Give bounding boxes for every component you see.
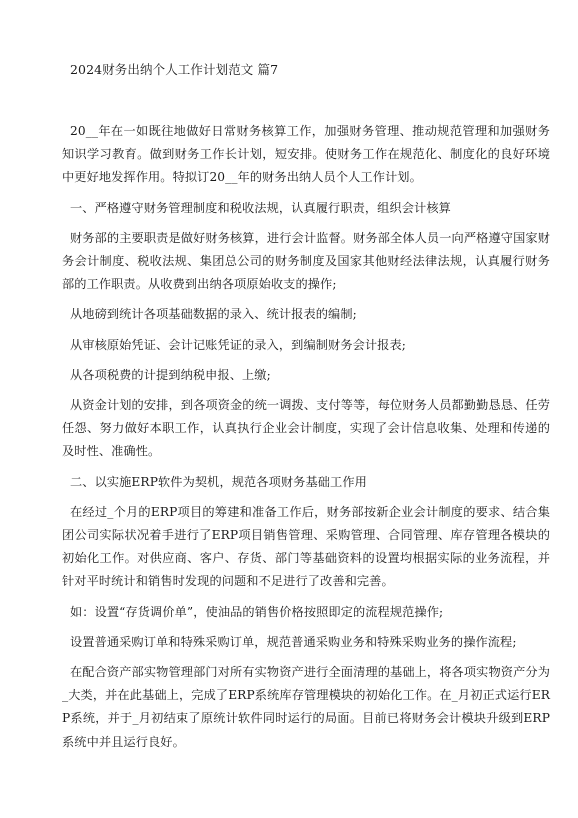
- paragraph: 财务部的主要职责是做好财务核算，进行会计监督。财务部全体人员一向严格遵守国家财务会计制度、税收法规、集团总公司的财务制度及国家其他财经法律法规，认真履行财务部的工作职责。从收费到出纳各项原始收支的操作;: [62, 230, 550, 292]
- paragraph: 从各项税费的计提到纳税申报、上缴;: [70, 367, 271, 382]
- paragraph: 如：设置“存货调价单”，使油品的销售价格按照即定的流程规范操作;: [70, 604, 444, 619]
- paragraph: 设置普通采购订单和特殊采购订单，规范普通采购业务和特殊采购业务的操作流程;: [70, 634, 517, 649]
- paragraph: 在配合资产部实物管理部门对所有实物资产进行全面清理的基础上，将各项实物资产分为_大类，并在此基础上，完成了ERP系统库存管理模块的初始化工作。在_月初正式运行ERP系统，并于_月初结束了原统计软件同时运行的局面。目前已将财务会计模块升级到ERP系统中并且运行良好。: [62, 665, 550, 749]
- document-title: 2024财务出纳个人工作计划范文 篇7: [70, 62, 279, 77]
- paragraph: 在经过_个月的ERP项目的筹建和准备工作后，财务部按新企业会计制度的要求、结合集团公司实际状况着手进行了ERP项目销售管理、采购管理、合同管理、库存管理各模块的初始化工作。对供应商、客户、存货、部门等基础资料的设置均根据实际的业务流程，并针对平时统计和销售时发现的问题和不足进行了改善和完善。: [62, 504, 550, 589]
- paragraph-intro: 20__年在一如既往地做好日常财务核算工作，加强财务管理、推动规范管理和加强财务知识学习教育。做到财务工作长计划，短安排。使财务工作在规范化、制度化的良好环境中更好地发挥作用。特拟订20__年的财务出纳人员个人工作计划。: [62, 124, 550, 185]
- section-heading-2: 二、以实施ERP软件为契机，规范各项财务基础工作用: [70, 474, 367, 489]
- paragraph: 从地磅到统计各项基础数据的录入、统计报表的编制;: [70, 307, 357, 322]
- document-body: [62, 120, 550, 754]
- paragraph: 从资金计划的安排，到各项资金的统一调拨、支付等等，每位财务人员都勤勤恳恳、任劳任怨、努力做好本职工作，认真执行企业会计制度，实现了会计信息收集、处理和传递的及时性、准确性。: [62, 398, 550, 459]
- paragraph: 从审核原始凭证、会计记账凭证的录入，到编制财务会计报表;: [70, 337, 406, 352]
- section-heading-1: 一、严格遵守财务管理制度和税收法规，认真履行职责，组织会计核算: [70, 200, 451, 215]
